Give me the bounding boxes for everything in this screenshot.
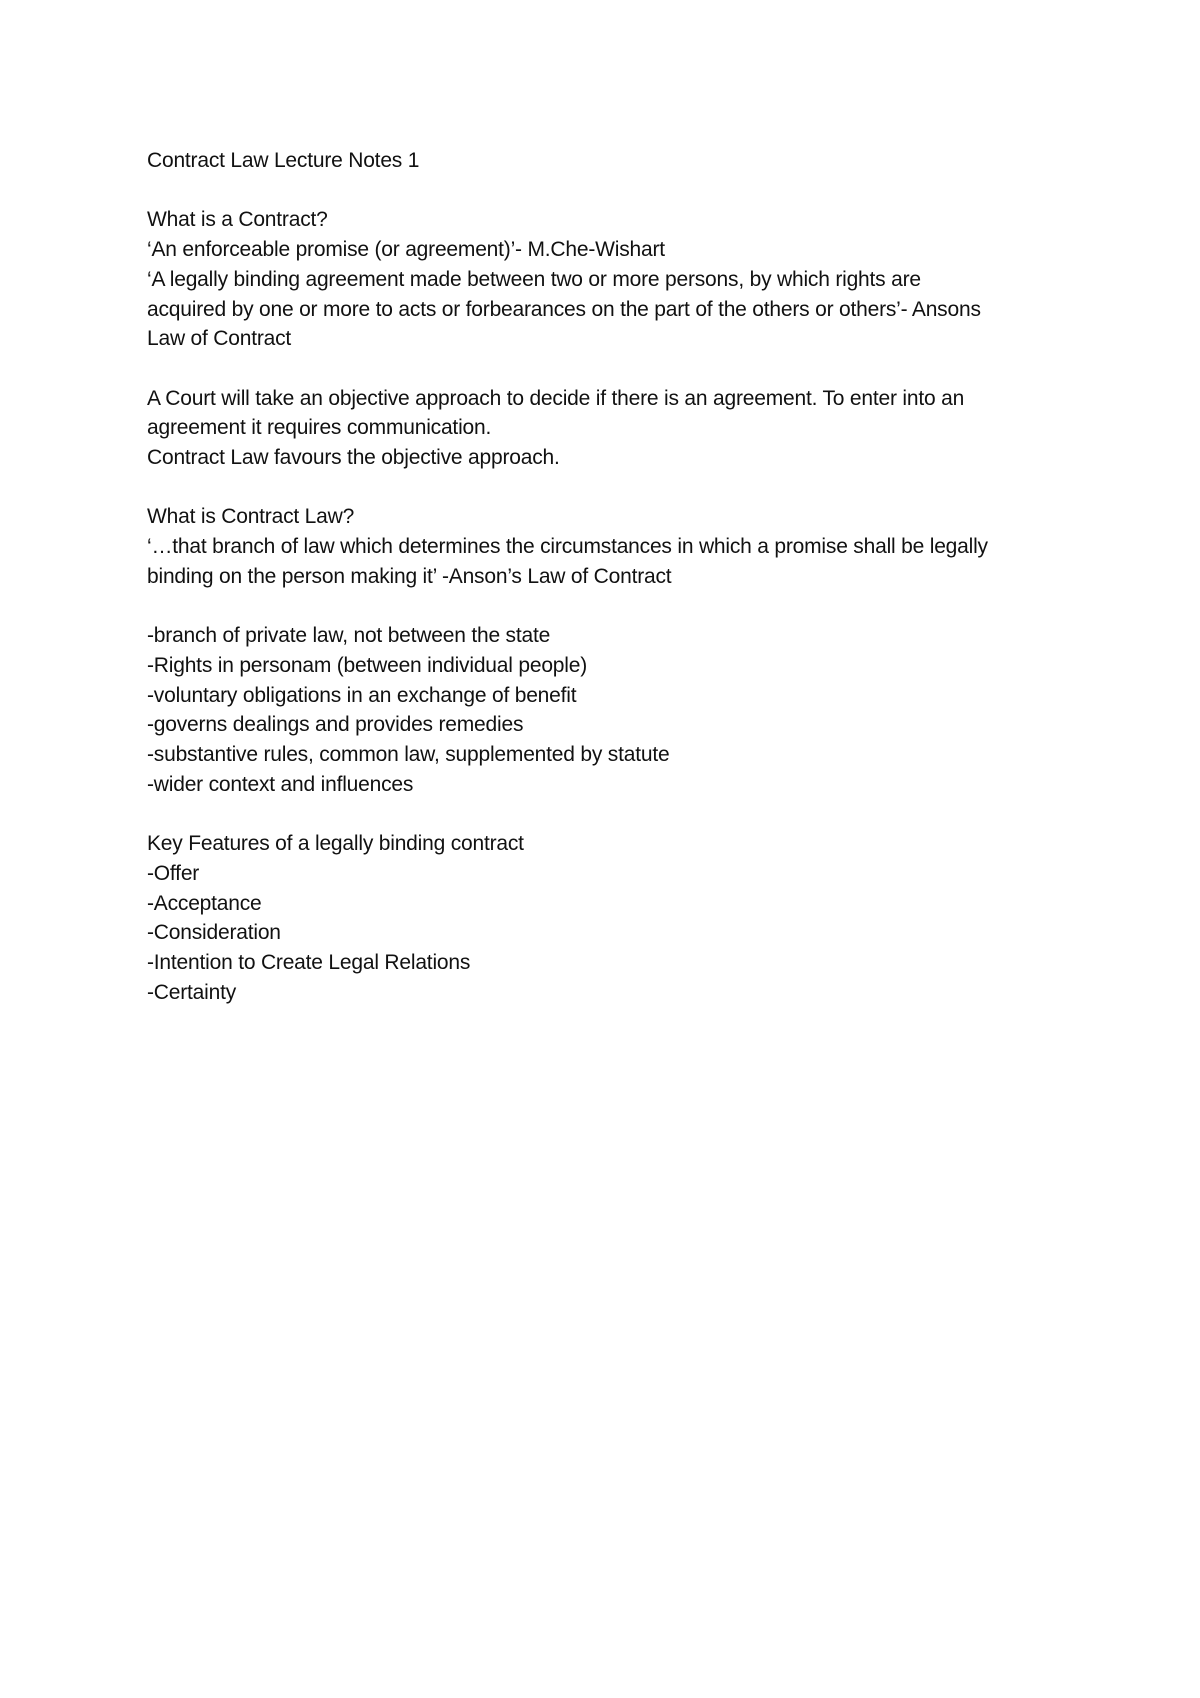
- section-heading-what-is-contract-law: What is Contract Law?: [147, 505, 355, 529]
- quote-line: ‘An enforceable promise (or agreement)’- M.Che-Wishart: [147, 238, 665, 262]
- section-heading-what-is-contract: What is a Contract?: [147, 208, 328, 232]
- spacer: [147, 473, 1077, 503]
- spacer: [147, 176, 1077, 206]
- paragraph-line: agreement it requires communication.: [147, 416, 492, 440]
- list-item: -voluntary obligations in an exchange of benefit: [147, 683, 577, 707]
- quote-line: ‘A legally binding agreement made between two or more persons, by which rights are: [147, 267, 921, 291]
- list-item: -substantive rules, common law, supplemented by statute: [147, 743, 670, 766]
- quote-line: acquired by one or more to acts or forbearances on the part of the others or others’- Ansons: [147, 297, 981, 321]
- spacer: [147, 354, 1077, 384]
- document-title: Contract Law Lecture Notes 1: [147, 149, 420, 172]
- spacer: [147, 799, 1077, 829]
- document-body: [147, 146, 1077, 1007]
- list-item: -governs dealings and provides remedies: [147, 713, 524, 737]
- spacer: [147, 592, 1077, 622]
- quote-line: binding on the person making it’ -Anson’s Law of Contract: [147, 564, 672, 588]
- paragraph-line: Contract Law favours the objective approach.: [147, 446, 560, 469]
- list-item: -Consideration: [147, 921, 281, 945]
- list-item: -Rights in personam (between individual people): [147, 653, 588, 677]
- list-item: -branch of private law, not between the state: [147, 624, 551, 648]
- quote-line: Law of Contract: [147, 327, 292, 351]
- list-item: -wider context and influences: [147, 772, 414, 796]
- list-item: -Offer: [147, 861, 200, 885]
- section-heading-key-features: Key Features of a legally binding contract: [147, 832, 524, 856]
- paragraph-line: A Court will take an objective approach to decide if there is an agreement. To enter into an: [147, 386, 965, 410]
- quote-line: ‘…that branch of law which determines the circumstances in which a promise shall be legally: [147, 535, 988, 559]
- list-item: -Certainty: [147, 980, 237, 1004]
- list-item: -Acceptance: [147, 891, 262, 915]
- list-item: -Intention to Create Legal Relations: [147, 950, 471, 974]
